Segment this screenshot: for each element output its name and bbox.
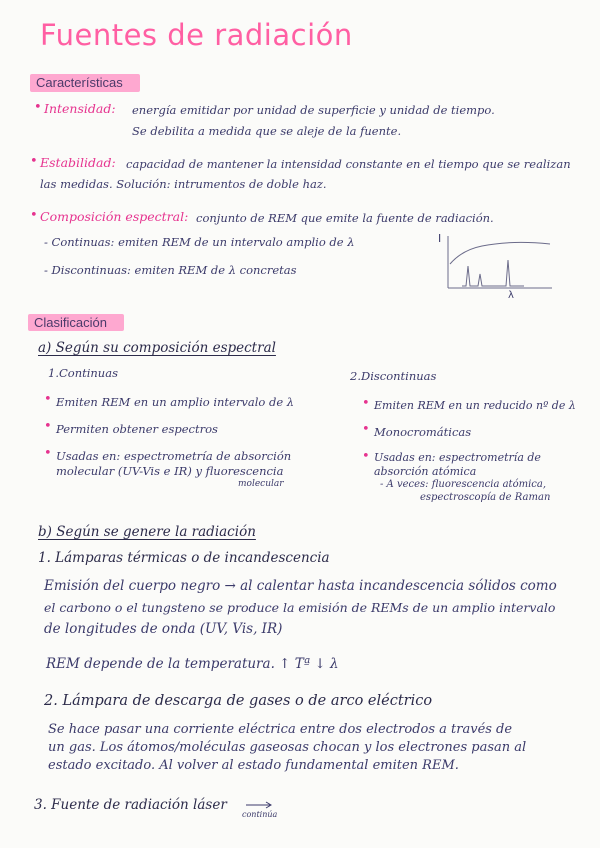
item1-p4: REM depende de la temperatura. ↑ Tª ↓ λ [46,656,339,672]
bullet-dot: • [44,392,52,407]
term-intensidad: Intensidad: [44,101,116,116]
composicion-line1: conjunto de REM que emite la fuente de radiación. [196,211,494,225]
section-caracteristicas: Características [36,75,123,90]
item2-p1: Se hace pasar una corriente eléctrica entre dos electrodos a través de [48,722,513,737]
item2-heading: 2. Lámpara de descarga de gases o de arco eléctrico [44,693,433,709]
continuas-b3-l3: molecular [238,479,284,489]
item1-heading: 1. Lámparas térmicas o de incandescencia [38,550,330,566]
discontinuas-b2: Monocromáticas [374,425,472,439]
estabilidad-line2: las medidas. Solución: intrumentos de doble haz. [40,177,327,191]
bullet-dot: • [34,100,42,115]
discontinuas-b3-l4: espectroscopía de Raman [420,492,551,503]
continuas-b3-l1: Usadas en: espectrometría de absorción [56,449,292,463]
bullet-dot: • [362,396,370,411]
discontinuas-b1: Emiten REM en un reducido nº de λ [374,399,576,412]
discontinuas-b3-l1: Usadas en: espectrometría de [374,451,541,464]
composicion-continuas: - Continuas: emiten REM de un intervalo amplio de λ [44,235,355,249]
continuas-b3-l2: molecular (UV-Vis e IR) y fluorescencia [56,464,284,478]
heading-b: b) Según se genere la radiación [38,524,256,540]
bullet-dot: • [44,419,52,434]
discontinuas-heading: 2.Discontinuas [350,369,437,383]
continuas-b2: Permiten obtener espectros [56,422,218,436]
continuas-heading: 1.Continuas [48,366,118,380]
item1-p1: Emisión del cuerpo negro → al calentar hasta incandescencia sólidos como [44,578,557,594]
bullet-dot: • [30,154,38,169]
spectrum-x-label: λ [508,290,514,298]
section-clasificacion: Clasificación [34,315,107,330]
estabilidad-line1: capacidad de mantener la intensidad constante en el tiempo que se realizan [126,157,571,171]
discontinuas-b3-l2: absorción atómica [374,465,477,478]
bullet-dot: • [362,449,370,464]
term-estabilidad: Estabilidad: [40,155,116,170]
bullet-dot: • [30,208,38,223]
arrow-right-icon [244,800,274,810]
intensidad-line1: energía emitidar por unidad de superficie y unidad de tiempo. [132,103,495,117]
page-title: Fuentes de radiación [40,18,353,52]
bullet-dot: • [362,422,370,437]
intensidad-line2: Se debilita a medida que se aleje de la fuente. [132,124,402,138]
item2-p3: estado excitado. Al volver al estado fundamental emiten REM. [48,758,459,773]
spectrum-y-label: I [438,232,442,245]
bullet-dot: • [44,446,52,461]
item3-arrow-note: continúa [242,810,278,819]
item2-p2: un gas. Los átomos/moléculas gaseosas chocan y los electrones pasan al [48,740,527,755]
item3-heading: 3. Fuente de radiación láser [34,797,227,813]
item1-p2: el carbono o el tungsteno se produce la emisión de REMs de un amplio intervalo [44,600,556,615]
continuas-b1: Emiten REM en un amplio intervalo de λ [56,395,295,409]
discontinuas-b3-l3: - A veces: fluorescencia atómica, [380,479,547,490]
spectrum-sketch [432,230,572,298]
term-composicion: Composición espectral: [40,209,189,224]
composicion-discontinuas: - Discontinuas: emiten REM de λ concretas [44,263,297,277]
item1-p3: de longitudes de onda (UV, Vis, IR) [44,621,283,637]
heading-a: a) Según su composición espectral [38,340,276,356]
